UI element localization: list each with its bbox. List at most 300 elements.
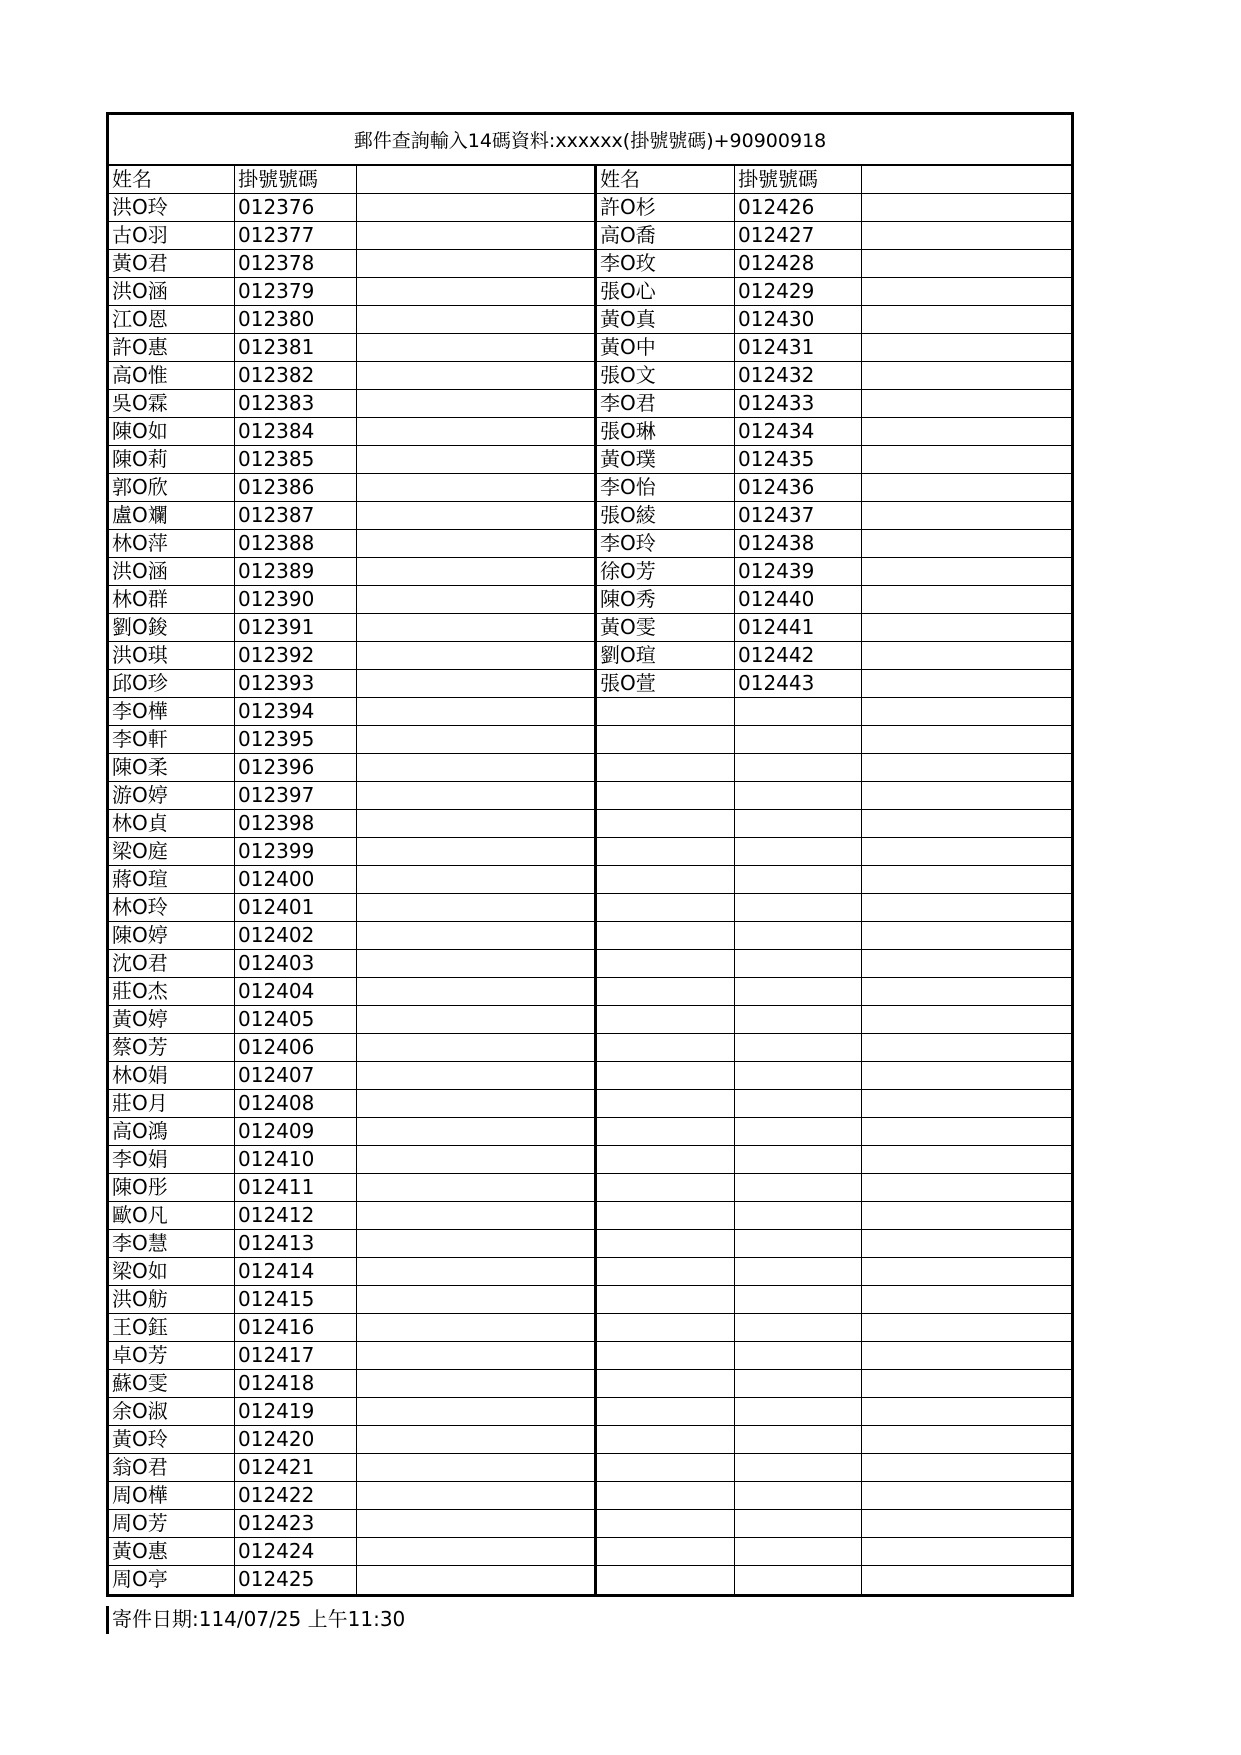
note-cell <box>357 726 594 753</box>
registered-number <box>735 1342 862 1369</box>
table-row <box>597 390 1071 418</box>
recipient-name <box>597 1454 735 1481</box>
note-cell <box>357 586 594 613</box>
registered-number: 012383 <box>235 390 357 417</box>
note-cell <box>357 1034 594 1061</box>
registered-number: 012432 <box>735 362 862 389</box>
table-row <box>597 1230 1071 1258</box>
recipient-name: 高O鴻 <box>109 1118 235 1145</box>
note-cell <box>357 614 594 641</box>
table-row <box>109 250 594 278</box>
recipient-name <box>597 1538 735 1565</box>
table-row <box>109 1090 594 1118</box>
note-cell <box>862 1454 1071 1481</box>
recipient-name: 張O綾 <box>597 502 735 529</box>
table-row <box>109 558 594 586</box>
table-row <box>109 978 594 1006</box>
registered-number <box>735 978 862 1005</box>
note-cell <box>357 698 594 725</box>
recipient-name: 李O怡 <box>597 474 735 501</box>
registered-number <box>735 1426 862 1453</box>
table-row <box>597 726 1071 754</box>
table-row <box>597 306 1071 334</box>
header-row <box>109 166 594 194</box>
note-cell <box>357 362 594 389</box>
note-cell <box>357 922 594 949</box>
registered-number: 012422 <box>235 1482 357 1509</box>
table-row <box>109 1062 594 1090</box>
recipient-name: 林O萍 <box>109 530 235 557</box>
table-row <box>109 754 594 782</box>
recipient-name: 黃O璞 <box>597 446 735 473</box>
note-cell <box>862 1118 1071 1145</box>
registered-number <box>735 1062 862 1089</box>
note-cell <box>862 418 1071 445</box>
registered-number: 012435 <box>735 446 862 473</box>
recipient-name <box>597 922 735 949</box>
recipient-name: 洪O涵 <box>109 278 235 305</box>
table-row <box>109 474 594 502</box>
registered-number: 012379 <box>235 278 357 305</box>
table-row <box>109 1286 594 1314</box>
recipient-name <box>597 1202 735 1229</box>
recipient-name <box>597 894 735 921</box>
table-row <box>597 838 1071 866</box>
table-row <box>109 726 594 754</box>
recipient-name <box>597 1314 735 1341</box>
registered-number: 012386 <box>235 474 357 501</box>
table-row <box>109 502 594 530</box>
note-cell <box>357 1118 594 1145</box>
registered-number: 012436 <box>735 474 862 501</box>
recipient-name <box>597 1482 735 1509</box>
registered-number: 012396 <box>235 754 357 781</box>
table-row <box>597 250 1071 278</box>
recipient-name: 莊O杰 <box>109 978 235 1005</box>
recipient-name: 古O羽 <box>109 222 235 249</box>
note-cell <box>357 1566 594 1594</box>
recipient-name: 許O杉 <box>597 194 735 221</box>
registered-number: 012382 <box>235 362 357 389</box>
recipient-name <box>597 866 735 893</box>
note-cell <box>862 1286 1071 1313</box>
note-cell <box>862 1482 1071 1509</box>
number-header: 掛號號碼 <box>235 166 357 193</box>
note-cell <box>357 1482 594 1509</box>
note-cell <box>862 1034 1071 1061</box>
registered-number: 012434 <box>735 418 862 445</box>
registered-number: 012440 <box>735 586 862 613</box>
note-cell <box>357 558 594 585</box>
table-row <box>109 782 594 810</box>
table-row <box>597 1062 1071 1090</box>
table-row <box>597 810 1071 838</box>
registered-number <box>735 838 862 865</box>
registered-number <box>735 1146 862 1173</box>
registered-number <box>735 1482 862 1509</box>
registered-number: 012400 <box>235 866 357 893</box>
table-row <box>597 1426 1071 1454</box>
recipient-name: 周O亭 <box>109 1566 235 1594</box>
note-cell <box>862 1370 1071 1397</box>
recipient-name: 江O恩 <box>109 306 235 333</box>
recipient-name: 張O琳 <box>597 418 735 445</box>
table-row <box>109 838 594 866</box>
note-cell <box>862 474 1071 501</box>
recipient-name <box>597 1118 735 1145</box>
table-row <box>109 1174 594 1202</box>
registered-number: 012392 <box>235 642 357 669</box>
registered-number: 012405 <box>235 1006 357 1033</box>
recipient-name: 徐O芳 <box>597 558 735 585</box>
note-cell <box>357 306 594 333</box>
table-row <box>597 334 1071 362</box>
note-cell <box>862 670 1071 697</box>
recipient-name: 洪O舫 <box>109 1286 235 1313</box>
note-cell <box>862 922 1071 949</box>
registered-number <box>735 894 862 921</box>
registered-number <box>735 782 862 809</box>
registered-number: 012389 <box>235 558 357 585</box>
table-row <box>597 362 1071 390</box>
registered-number: 012433 <box>735 390 862 417</box>
note-cell <box>357 1202 594 1229</box>
table-row <box>109 1510 594 1538</box>
note-cell <box>357 250 594 277</box>
recipient-name: 吳O霖 <box>109 390 235 417</box>
registered-number <box>735 922 862 949</box>
note-cell <box>862 530 1071 557</box>
note-cell <box>862 1090 1071 1117</box>
note-cell <box>357 1062 594 1089</box>
registered-number: 012427 <box>735 222 862 249</box>
table-row <box>597 194 1071 222</box>
registered-number: 012415 <box>235 1286 357 1313</box>
table-row <box>597 670 1071 698</box>
table-row <box>597 1006 1071 1034</box>
note-cell <box>862 194 1071 221</box>
recipient-name: 邱O珍 <box>109 670 235 697</box>
registered-number <box>735 1314 862 1341</box>
recipient-name: 王O鈺 <box>109 1314 235 1341</box>
recipient-name: 劉O鋑 <box>109 614 235 641</box>
recipient-name <box>597 1090 735 1117</box>
registered-number: 012403 <box>235 950 357 977</box>
registered-number: 012376 <box>235 194 357 221</box>
note-header <box>862 166 1071 193</box>
note-cell <box>862 866 1071 893</box>
recipient-name: 莊O月 <box>109 1090 235 1117</box>
recipient-name: 蔡O芳 <box>109 1034 235 1061</box>
recipient-name <box>597 978 735 1005</box>
registered-number: 012407 <box>235 1062 357 1089</box>
registered-number <box>735 1566 862 1594</box>
note-cell <box>862 1062 1071 1089</box>
table-row <box>109 1566 594 1594</box>
note-cell <box>862 334 1071 361</box>
note-cell <box>357 866 594 893</box>
note-cell <box>862 1538 1071 1565</box>
recipient-name: 林O娟 <box>109 1062 235 1089</box>
recipient-name: 梁O庭 <box>109 838 235 865</box>
registered-number <box>735 1034 862 1061</box>
registered-number <box>735 1258 862 1285</box>
table-row <box>597 1118 1071 1146</box>
table-row <box>109 1258 594 1286</box>
note-cell <box>357 1146 594 1173</box>
table-row <box>597 278 1071 306</box>
registered-number: 012384 <box>235 418 357 445</box>
table-row <box>597 922 1071 950</box>
note-cell <box>862 726 1071 753</box>
mail-table <box>106 166 1074 1597</box>
table-row <box>109 1426 594 1454</box>
note-cell <box>357 1286 594 1313</box>
table-row <box>109 418 594 446</box>
note-cell <box>357 950 594 977</box>
registered-number: 012418 <box>235 1370 357 1397</box>
registered-number: 012413 <box>235 1230 357 1257</box>
table-row <box>597 894 1071 922</box>
recipient-name <box>597 1230 735 1257</box>
table-row <box>109 1342 594 1370</box>
note-cell <box>357 978 594 1005</box>
note-cell <box>862 502 1071 529</box>
recipient-name: 李O玫 <box>597 250 735 277</box>
registered-number: 012391 <box>235 614 357 641</box>
table-row <box>597 586 1071 614</box>
registered-number <box>735 1090 862 1117</box>
note-cell <box>357 390 594 417</box>
table-row <box>597 530 1071 558</box>
recipient-name: 黃O真 <box>597 306 735 333</box>
table-row <box>109 950 594 978</box>
note-cell <box>357 502 594 529</box>
recipient-name: 李O軒 <box>109 726 235 753</box>
recipient-name: 游O婷 <box>109 782 235 809</box>
registered-number: 012423 <box>235 1510 357 1537</box>
table-row <box>597 1314 1071 1342</box>
note-header <box>357 166 594 193</box>
note-cell <box>862 754 1071 781</box>
note-cell <box>357 446 594 473</box>
table-row <box>597 502 1071 530</box>
registered-number <box>735 1538 862 1565</box>
note-cell <box>862 698 1071 725</box>
registered-number: 012438 <box>735 530 862 557</box>
recipient-name <box>597 1034 735 1061</box>
table-row <box>597 1202 1071 1230</box>
note-cell <box>862 250 1071 277</box>
registered-number <box>735 1370 862 1397</box>
table-row <box>597 1566 1071 1594</box>
recipient-name <box>597 1370 735 1397</box>
note-cell <box>357 1538 594 1565</box>
recipient-name: 陳O莉 <box>109 446 235 473</box>
registered-number: 012419 <box>235 1398 357 1425</box>
recipient-name <box>597 810 735 837</box>
recipient-name: 李O樺 <box>109 698 235 725</box>
note-cell <box>357 1006 594 1033</box>
registered-number <box>735 1118 862 1145</box>
recipient-name <box>597 1146 735 1173</box>
note-cell <box>862 306 1071 333</box>
table-row <box>109 278 594 306</box>
name-header: 姓名 <box>109 166 235 193</box>
registered-number: 012388 <box>235 530 357 557</box>
recipient-name: 蘇O雯 <box>109 1370 235 1397</box>
note-cell <box>862 950 1071 977</box>
table-row <box>109 1006 594 1034</box>
recipient-name: 林O貞 <box>109 810 235 837</box>
recipient-name <box>597 698 735 725</box>
table-row <box>109 894 594 922</box>
table-row <box>597 558 1071 586</box>
registered-number: 012401 <box>235 894 357 921</box>
table-row <box>597 1034 1071 1062</box>
registered-number: 012402 <box>235 922 357 949</box>
recipient-name: 張O萱 <box>597 670 735 697</box>
table-row <box>109 1118 594 1146</box>
note-cell <box>862 894 1071 921</box>
recipient-name: 郭O欣 <box>109 474 235 501</box>
registered-number: 012416 <box>235 1314 357 1341</box>
note-cell <box>357 530 594 557</box>
note-cell <box>357 1258 594 1285</box>
recipient-name: 周O芳 <box>109 1510 235 1537</box>
recipient-name: 林O群 <box>109 586 235 613</box>
note-cell <box>357 1398 594 1425</box>
table-row <box>597 418 1071 446</box>
recipient-name: 黃O惠 <box>109 1538 235 1565</box>
table-row <box>109 362 594 390</box>
table-row <box>109 530 594 558</box>
recipient-name: 黃O玲 <box>109 1426 235 1453</box>
note-cell <box>862 222 1071 249</box>
registered-number: 012399 <box>235 838 357 865</box>
recipient-name: 陳O彤 <box>109 1174 235 1201</box>
recipient-name: 張O心 <box>597 278 735 305</box>
note-cell <box>357 1090 594 1117</box>
table-row <box>597 978 1071 1006</box>
recipient-name: 陳O婷 <box>109 922 235 949</box>
left-column-group <box>109 166 597 1594</box>
recipient-name <box>597 1342 735 1369</box>
table-row <box>109 1482 594 1510</box>
name-header: 姓名 <box>597 166 735 193</box>
recipient-name: 蔣O瑄 <box>109 866 235 893</box>
table-row <box>109 866 594 894</box>
registered-number <box>735 866 862 893</box>
registered-number: 012411 <box>235 1174 357 1201</box>
sheet-title: 郵件查詢輸入14碼資料:xxxxxx(掛號號碼)+90900918 <box>106 112 1074 166</box>
note-cell <box>357 1314 594 1341</box>
registered-number: 012393 <box>235 670 357 697</box>
table-row <box>109 1370 594 1398</box>
registered-number <box>735 754 862 781</box>
recipient-name: 劉O瑄 <box>597 642 735 669</box>
registered-number: 012417 <box>235 1342 357 1369</box>
note-cell <box>357 1370 594 1397</box>
recipient-name: 黃O婷 <box>109 1006 235 1033</box>
note-cell <box>862 1314 1071 1341</box>
table-row <box>109 1398 594 1426</box>
table-row <box>109 334 594 362</box>
registered-mail-sheet <box>106 112 1074 1597</box>
table-row <box>597 950 1071 978</box>
note-cell <box>357 782 594 809</box>
registered-number <box>735 810 862 837</box>
table-row <box>109 1538 594 1566</box>
recipient-name: 黃O雯 <box>597 614 735 641</box>
recipient-name: 余O淑 <box>109 1398 235 1425</box>
note-cell <box>862 1202 1071 1229</box>
recipient-name: 沈O君 <box>109 950 235 977</box>
note-cell <box>862 1230 1071 1257</box>
note-cell <box>357 1174 594 1201</box>
header-row <box>597 166 1071 194</box>
registered-number: 012430 <box>735 306 862 333</box>
note-cell <box>357 418 594 445</box>
recipient-name <box>597 1398 735 1425</box>
table-row <box>597 1342 1071 1370</box>
recipient-name <box>597 1286 735 1313</box>
registered-number: 012387 <box>235 502 357 529</box>
table-row <box>597 474 1071 502</box>
registered-number <box>735 1510 862 1537</box>
registered-number <box>735 1398 862 1425</box>
note-cell <box>357 1510 594 1537</box>
table-row <box>109 586 594 614</box>
registered-number: 012431 <box>735 334 862 361</box>
table-row <box>597 1482 1071 1510</box>
registered-number: 012426 <box>735 194 862 221</box>
table-row <box>109 698 594 726</box>
table-row <box>109 1314 594 1342</box>
recipient-name: 卓O芳 <box>109 1342 235 1369</box>
registered-number: 012424 <box>235 1538 357 1565</box>
recipient-name <box>597 1006 735 1033</box>
recipient-name: 李O娟 <box>109 1146 235 1173</box>
recipient-name: 洪O琪 <box>109 642 235 669</box>
table-row <box>109 642 594 670</box>
recipient-name: 歐O凡 <box>109 1202 235 1229</box>
note-cell <box>862 558 1071 585</box>
recipient-name: 梁O如 <box>109 1258 235 1285</box>
recipient-name: 許O惠 <box>109 334 235 361</box>
note-cell <box>357 642 594 669</box>
registered-number: 012437 <box>735 502 862 529</box>
recipient-name: 周O樺 <box>109 1482 235 1509</box>
registered-number <box>735 1006 862 1033</box>
note-cell <box>357 334 594 361</box>
recipient-name: 李O君 <box>597 390 735 417</box>
note-cell <box>862 1174 1071 1201</box>
registered-number: 012428 <box>735 250 862 277</box>
note-cell <box>862 810 1071 837</box>
registered-number: 012441 <box>735 614 862 641</box>
registered-number: 012409 <box>235 1118 357 1145</box>
recipient-name <box>597 950 735 977</box>
note-cell <box>357 838 594 865</box>
note-cell <box>862 782 1071 809</box>
table-row <box>109 1202 594 1230</box>
table-row <box>109 614 594 642</box>
table-row <box>597 1090 1071 1118</box>
note-cell <box>357 894 594 921</box>
registered-number: 012442 <box>735 642 862 669</box>
recipient-name: 陳O秀 <box>597 586 735 613</box>
